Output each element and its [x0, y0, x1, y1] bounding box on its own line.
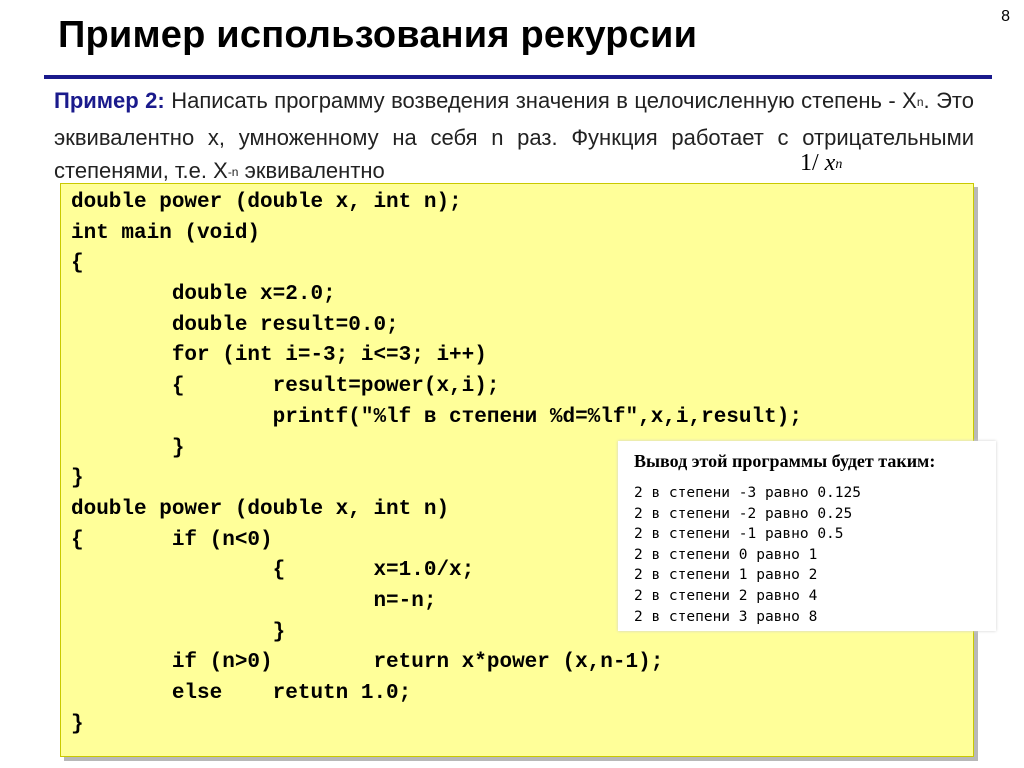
- code-line: double power (double x, int n): [71, 497, 450, 521]
- output-line: 2 в степени 2 равно 4: [634, 587, 818, 604]
- code-line: double power (double x, int n);: [71, 191, 462, 214]
- slide-title: Пример использования рекурсии: [58, 14, 698, 56]
- formula: [800, 150, 842, 177]
- code-line: {: [71, 252, 84, 276]
- code-line: double result=0.0;: [71, 313, 399, 337]
- output-line: 2 в степени 0 равно 1: [634, 546, 818, 563]
- code-line: int main (void): [71, 221, 261, 245]
- code-line: double x=2.0;: [71, 283, 336, 307]
- formula-exponent: n: [835, 157, 843, 172]
- code-line: }: [71, 712, 84, 736]
- output-box: [618, 441, 996, 631]
- code-line: n=-n;: [71, 589, 437, 613]
- formula-prefix: 1/: [800, 150, 825, 176]
- formula-base: x: [824, 150, 836, 176]
- code-line: { if (n<0): [71, 528, 273, 552]
- output-lines: [634, 483, 861, 627]
- code-line: printf("%lf в степени %d=%lf",x,i,result);: [71, 405, 802, 429]
- slide-number: 8: [1001, 8, 1010, 25]
- code-line: { result=power(x,i);: [71, 375, 500, 399]
- intro-text-3: эквивалентно: [238, 158, 385, 183]
- code-line: for (int i=-3; i<=3; i++): [71, 344, 487, 368]
- output-line: 2 в степени 3 равно 8: [634, 608, 818, 625]
- code-line: }: [71, 436, 185, 460]
- code-line: }: [71, 620, 286, 644]
- output-line: 2 в степени -3 равно 0.125: [634, 485, 861, 501]
- intro-text-1: Написать программу возведения значения в целочисленную степень - X: [164, 88, 917, 113]
- intro-superscript-n: n: [916, 95, 924, 109]
- intro-superscript-minus-n: -n: [227, 165, 239, 179]
- code-line: { x=1.0/x;: [71, 559, 475, 583]
- intro-text-2: . Это эквивалентно x, умноженному на себя n раз. Функция работает с отрицательными степенями, т.е. X: [54, 88, 974, 183]
- output-heading: Вывод этой программы будет таким:: [634, 451, 936, 471]
- intro-lead: Пример 2:: [54, 88, 165, 113]
- code-line: else retutn 1.0;: [71, 682, 412, 705]
- output-line: 2 в степени -2 равно 0.25: [634, 505, 853, 522]
- output-line: 2 в степени -1 равно 0.5: [634, 526, 844, 543]
- code-line: }: [71, 467, 84, 491]
- output-line: 2 в степени 1 равно 2: [634, 567, 818, 584]
- title-underline: [44, 75, 992, 79]
- code-line: if (n>0) return x*power (x,n-1);: [71, 651, 664, 675]
